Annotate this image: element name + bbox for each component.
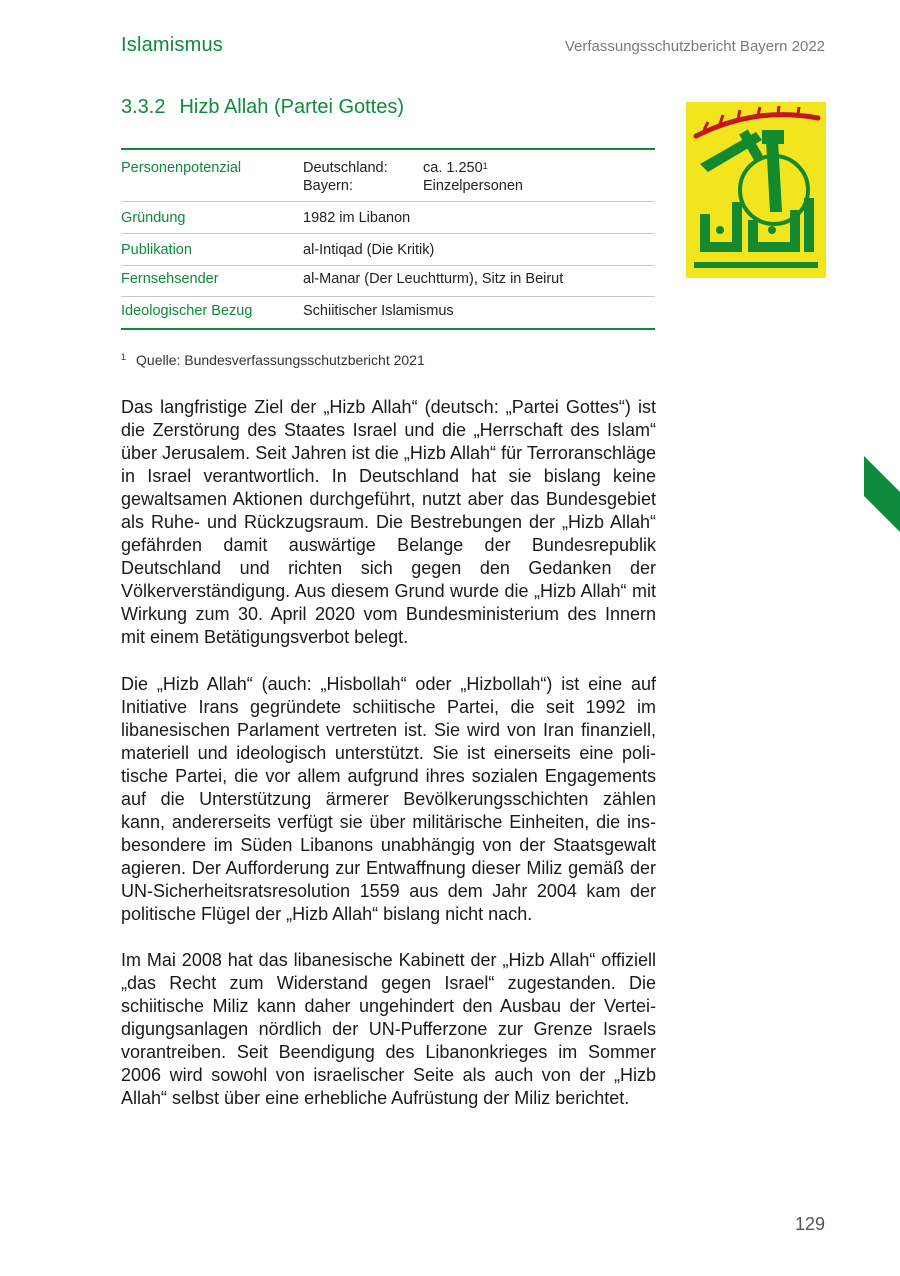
bavaria-key: Bayern: [303,178,353,194]
footnote-number: 1 [121,352,127,362]
info-row-ideologischer-bezug [121,297,655,328]
section-heading: Hizb Allah (Partei Gottes) [179,96,405,118]
chapter-heading: Islamismus [121,34,224,56]
info-value: al-Intiqad (Die Kritik) [303,242,435,258]
germany-value: ca. 1.250$^1$ [423,160,488,176]
page-number: 129 [794,1214,825,1234]
info-label: Fernsehsender [121,271,219,287]
footnote-text: Quelle: Bundesverfassungsschutzbericht 2021 [136,352,425,368]
info-table [121,148,655,330]
hezbollah-flag-icon [686,102,826,278]
footnote-ref: 1 [482,161,488,171]
info-value: 1982 im Libanon [303,210,411,226]
body-paragraph-2: Die „Hizb Allah“ (auch: „Hisbollah“ oder „Hizbollah“) ist eine auf Initiative Irans gegründete schiitische Partei, die seit 1992 im libanesischen Parlament vertreten ist. Sie wird von Iran finanziell, materiell und ideologisch unterstützt. Sie ist einerseits eine politische Partei, die vor allem aufgrund ihres sozialen Engagements auf die Unterstützung ärmerer Bevölkerungsschichten zählen kann, andererseits verfügt sie über militärische Einheiten, die insbesondere im Süden Libanons unabhängig von der Staatsgewalt agieren. Der Aufforderung zur Entwaffnung dieser Miliz gemäß der UN-Sicherheitsratsresolution 1559 aus dem Jahr 2004 kam der politische Flügel der „Hizb Allah“ bislang nicht nach. [121,674,656,924]
section-number: 3.3.2 [121,96,166,118]
bavaria-value: Einzelpersonen [423,178,523,194]
info-value: al-Manar (Der Leuchtturm), Sitz in Beirut [303,271,564,287]
info-label: Gründung [121,210,186,226]
body-paragraph-3: Im Mai 2008 hat das libanesische Kabinett der „Hizb Allah“ offiziell „das Recht zum Widerstand gegen Israel“ zugestanden. Die schiitische Miliz kann daher ungehindert den Ausbau der Verteidigungsanlagen nördlich der UN-Pufferzone zur Grenze Israels vorantreiben. Seit Beendigung des Libanonkrieges im Sommer 2006 wird sowohl von israelischer Seite als auch von der „Hizb Allah“ selbst über eine erhebliche Aufrüstung der Miliz berichtet. [121,950,656,1108]
germany-key: Deutschland: [303,160,388,176]
info-label: Personenpotenzial [121,160,242,176]
info-row-publikation [121,234,655,266]
chapter-tab-marker [864,456,900,532]
info-label: Publikation [121,242,192,258]
footnote [121,352,425,368]
body-paragraph-1: Das langfristige Ziel der „Hizb Allah“ (deutsch: „Partei Gottes“) ist die Zerstörung des Staates Israel und die „Herrschaft des Islam“ über Jerusalem. Seit Jahren ist die „Hizb Allah“ für Terroranschläge in Israel verantwortlich. In Deutschland hat sie bislang keine gewaltsamen Aktionen durchgeführt, nutzt aber das Bundesgebiet als Ruhe- und Rückzugsraum. Die Bestrebungen der „Hizb Allah“ gefährden damit auswärtige Belange der Bundesrepublik Deutschland und richten sich gegen den Gedanken der Völkerverständigung. Aus diesem Grund wurde die „Hizb Allah“ mit Wirkung zum 30. April 2020 vom Bundesministerium des Innern mit einem Betätigungsverbot belegt. [121,397,656,647]
info-value [303,159,523,195]
publication-title: Verfassungsschutzbericht Bayern 2022 [564,38,825,55]
info-row-fernsehsender [121,266,655,297]
section-title [121,96,404,119]
info-row-gruendung [121,202,655,234]
info-row-personenpotenzial [121,150,655,202]
info-label: Ideologischer Bezug [121,303,253,319]
info-value: Schiitischer Islamismus [303,303,454,319]
